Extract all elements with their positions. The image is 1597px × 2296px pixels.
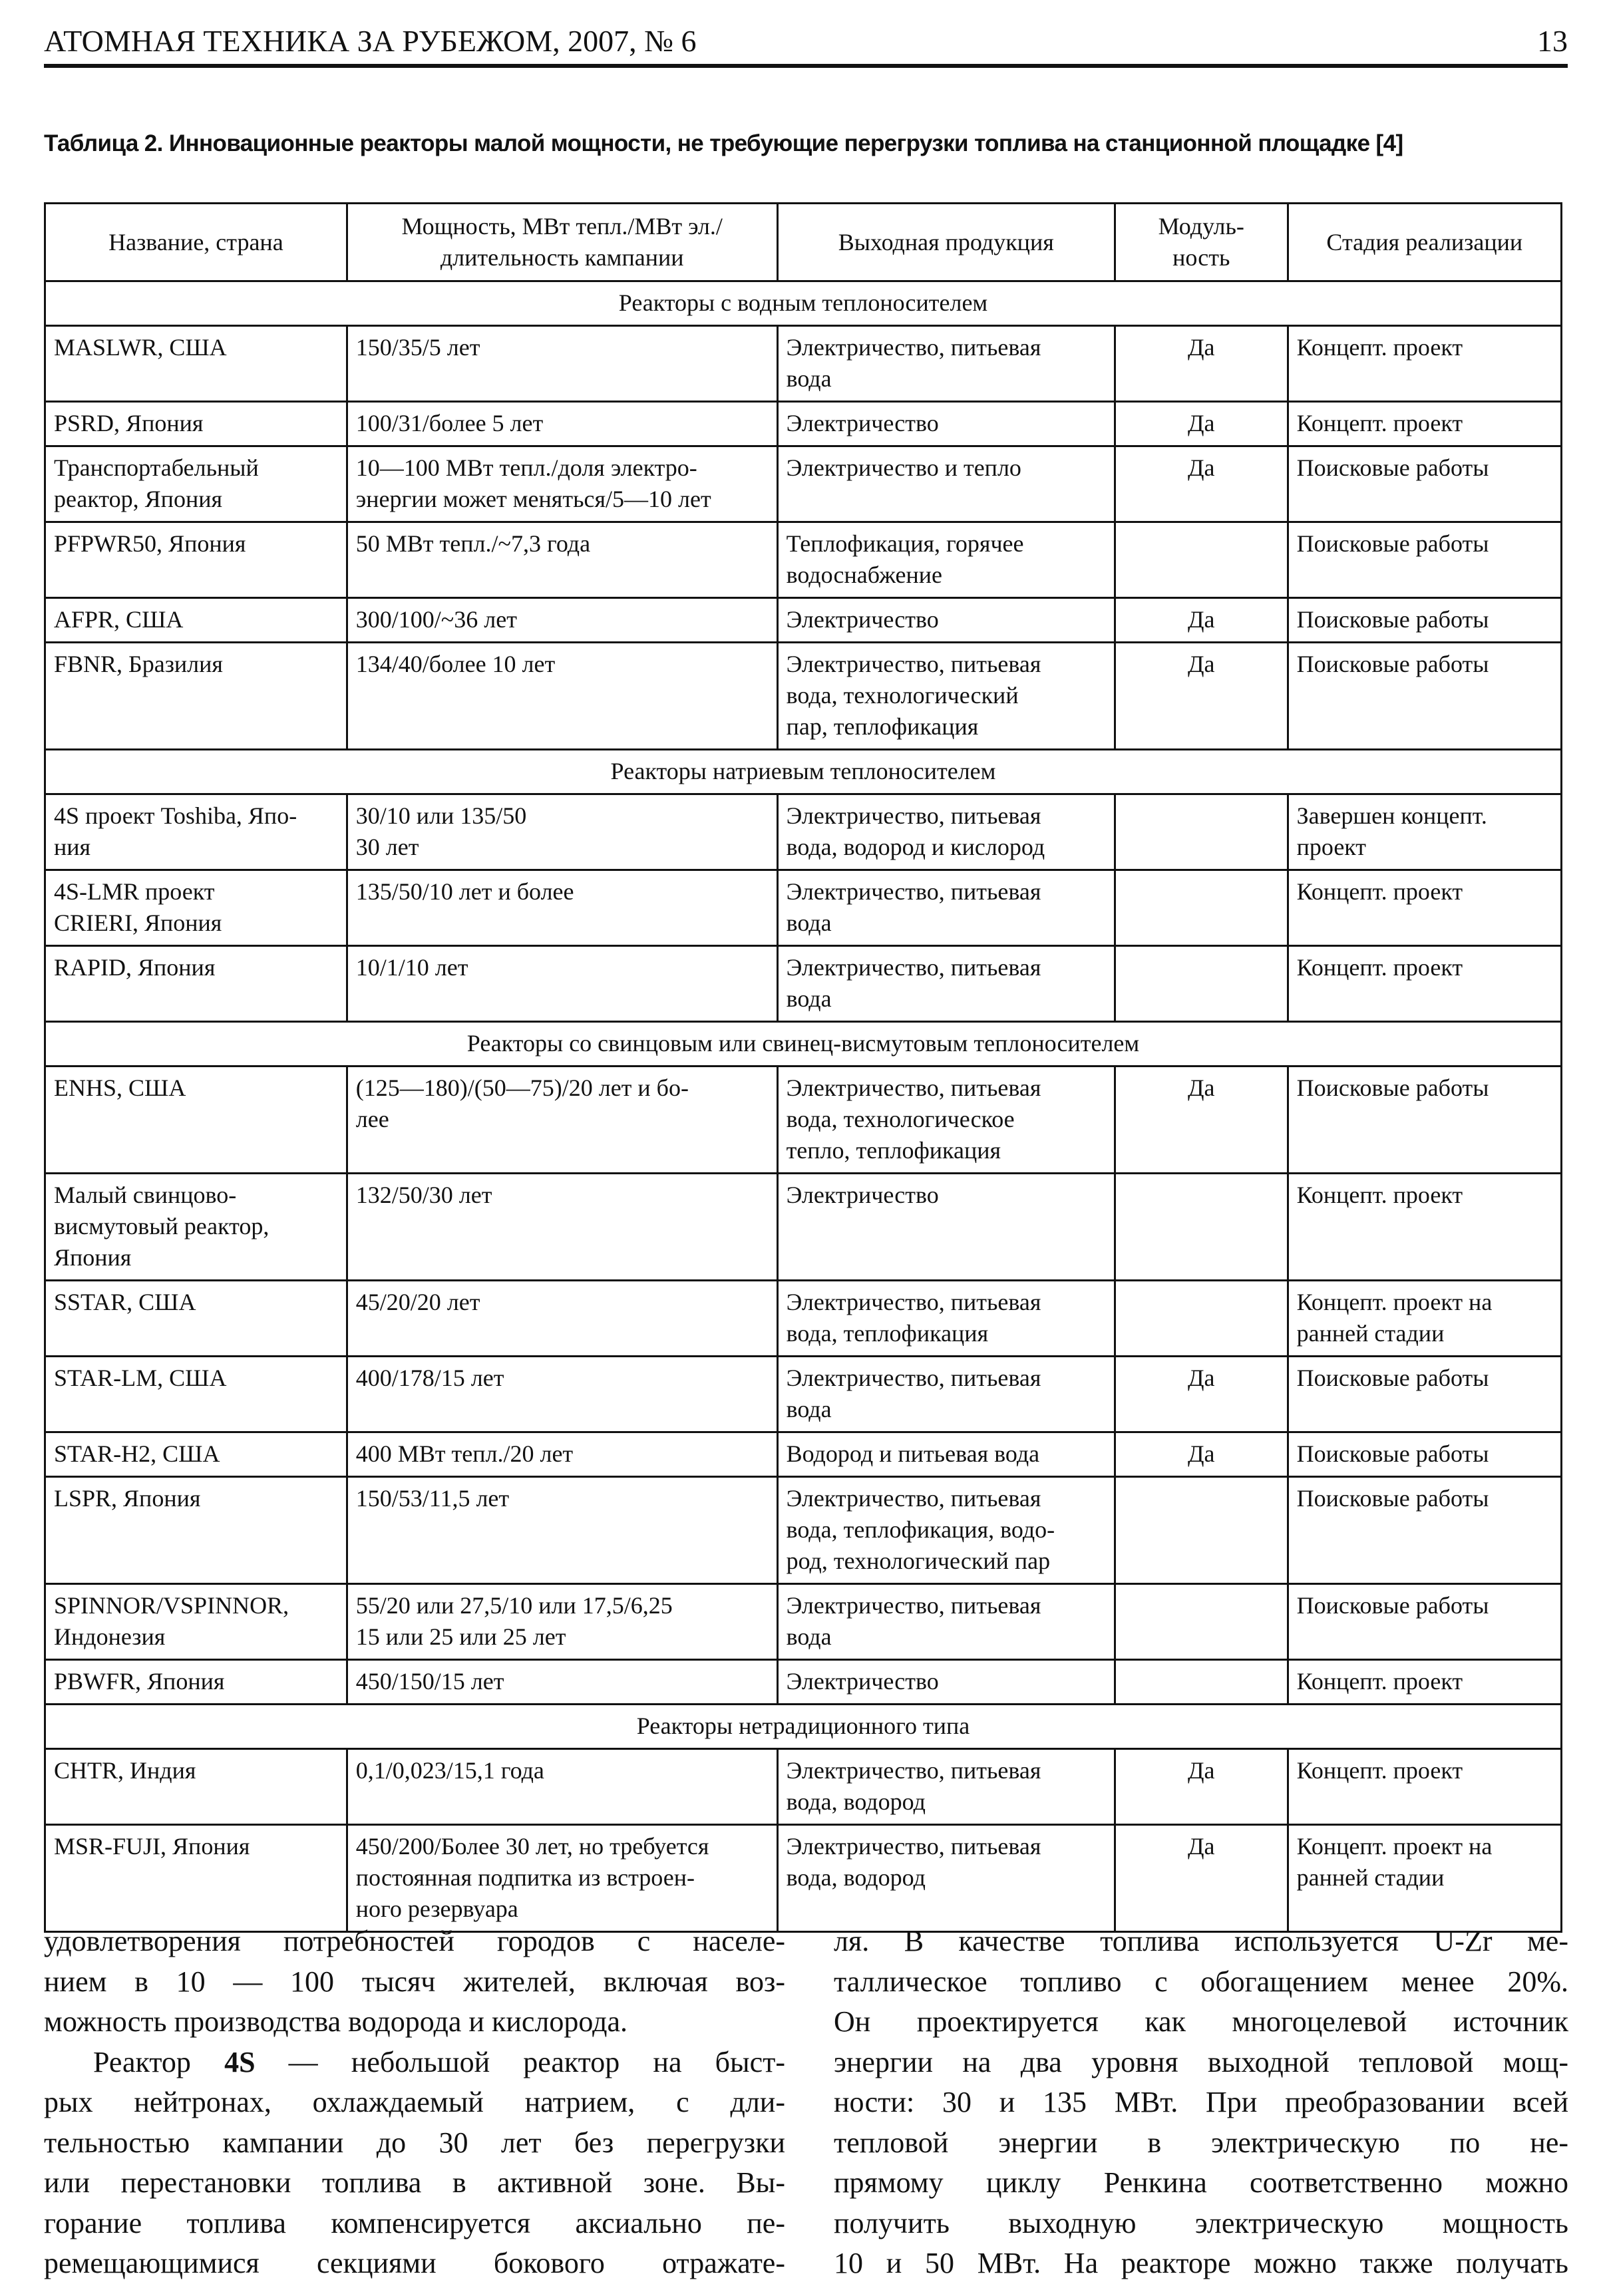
cell-power: 150/35/5 лет [347,326,777,402]
text-line: нием в 10 — 100 тысяч жителей, включая воз- [44,1965,785,1998]
cell-power: 300/100/~36 лет [347,598,777,643]
cell-power: 450/200/Более 30 лет, но требуется постоянная подпитка из встроен- ного резервуара [347,1825,777,1932]
cell-name: RAPID, Япония [45,946,347,1022]
cell-modularity [1115,870,1288,946]
cell-name: 4S-LMR проект CRIERI, Япония [45,870,347,946]
cell-stage: Поисковые работы [1288,598,1561,643]
table-row [45,1749,1562,1825]
cell-name: PFPWR50, Япония [45,522,347,598]
cell-modularity: Да [1115,643,1288,750]
cell-power: 10/1/10 лет [347,946,777,1022]
cell-modularity: Да [1115,1825,1288,1932]
table-row [45,794,1562,870]
cell-stage: Концепт. проект [1288,1660,1561,1705]
cell-power: 100/31/более 5 лет [347,402,777,446]
running-header [44,23,1568,60]
cell-output: Электричество [777,1660,1115,1705]
table-row [45,1357,1562,1432]
cell-power: 10—100 МВт тепл./доля электро- энергии может меняться/5—10 лет [347,446,777,522]
cell-power: 150/53/11,5 лет [347,1477,777,1584]
cell-name: MSR-FUJI, Япония [45,1825,347,1932]
cell-stage: Поисковые работы [1288,522,1561,598]
cell-name: PBWFR, Япония [45,1660,347,1705]
section-row [45,1705,1562,1749]
cell-output: Электричество, питьевая вода, технологическое тепло, теплофикация [777,1066,1115,1174]
table-row [45,1660,1562,1705]
cell-name: SPINNOR/VSPINNOR, Индонезия [45,1584,347,1660]
cell-power: 55/20 или 27,5/10 или 17,5/6,25 15 или 25 или 25 лет [347,1584,777,1660]
section-title: Реакторы натриевым теплоносителем [45,750,1562,794]
cell-modularity [1115,1174,1288,1281]
text-line: таллическое топливо с обогащением менее 20%. [834,1965,1568,1998]
table-row [45,1066,1562,1174]
body-column-right [834,1921,1568,2284]
cell-modularity: Да [1115,1749,1288,1825]
column-header-name: Название, страна [45,204,347,281]
cell-output: Электричество [777,402,1115,446]
cell-modularity: Да [1115,598,1288,643]
text-line: тельностью кампании до 30 лет без перегрузки [44,2126,785,2159]
text-line: или перестановки топлива в активной зоне. Вы- [44,2166,785,2199]
header-rule [44,64,1568,68]
cell-output: Электричество, питьевая вода, водород [777,1749,1115,1825]
cell-modularity [1115,1584,1288,1660]
table-row [45,1477,1562,1584]
cell-name: STAR-LM, США [45,1357,347,1432]
cell-modularity [1115,1660,1288,1705]
cell-name: SSTAR, США [45,1281,347,1357]
cell-name: CHTR, Индия [45,1749,347,1825]
reactors-table [44,202,1562,1933]
cell-power: (125—180)/(50—75)/20 лет и бо- лее [347,1066,777,1174]
text-line: прямому циклу Ренкина соответственно можно [834,2166,1568,2199]
text-line: можность производства водорода и кислорода. [44,2005,628,2038]
cell-modularity [1115,946,1288,1022]
cell-output: Электричество [777,598,1115,643]
cell-power: 30/10 или 135/50 30 лет [347,794,777,870]
cell-power: 135/50/10 лет и более [347,870,777,946]
text-line: получить выходную электрическую мощность [834,2206,1568,2239]
cell-modularity: Да [1115,1357,1288,1432]
table-row [45,946,1562,1022]
table-row [45,870,1562,946]
table-row [45,1584,1562,1660]
cell-stage: Поисковые работы [1288,1477,1561,1584]
cell-output: Электричество [777,1174,1115,1281]
section-title: Реакторы нетрадиционного типа [45,1705,1562,1749]
table-row [45,1432,1562,1477]
column-header-modularity: Модуль- ность [1115,204,1288,281]
cell-stage: Концепт. проект на ранней стадии [1288,1825,1561,1932]
table-row [45,446,1562,522]
section-row [45,750,1562,794]
text-line: ности: 30 и 135 МВт. При преобразовании всей [834,2086,1568,2118]
cell-stage: Поисковые работы [1288,1066,1561,1174]
table-row [45,643,1562,750]
cell-stage: Концепт. проект [1288,870,1561,946]
cell-name: Малый свинцово- висмутовый реактор, Япония [45,1174,347,1281]
cell-power: 132/50/30 лет [347,1174,777,1281]
cell-power: 50 МВт тепл./~7,3 года [347,522,777,598]
text-line: тепловой энергии в электрическую по не- [834,2126,1568,2159]
cell-stage: Концепт. проект [1288,1174,1561,1281]
cell-output: Электричество, питьевая вода, водород [777,1825,1115,1932]
text-line: Он проектируется как многоцелевой источник [834,2005,1568,2038]
cell-modularity: Да [1115,1066,1288,1174]
cell-stage: Концепт. проект [1288,946,1561,1022]
table-row [45,1174,1562,1281]
text-line: 10 и 50 МВт. На реакторе можно также получать [834,2247,1568,2279]
cell-output: Электричество, питьевая вода [777,1584,1115,1660]
cell-name: 4S проект Toshiba, Япо- ния [45,794,347,870]
body-column-left [44,1921,785,2284]
cell-power: 450/150/15 лет [347,1660,777,1705]
page-number: 13 [1537,24,1568,58]
cell-power: 45/20/20 лет [347,1281,777,1357]
cell-power: 134/40/более 10 лет [347,643,777,750]
cell-output: Водород и питьевая вода [777,1432,1115,1477]
cell-stage: Поисковые работы [1288,1584,1561,1660]
cell-modularity: Да [1115,446,1288,522]
table-row [45,402,1562,446]
table-row [45,598,1562,643]
text-line: энергии на два уровня выходной тепловой мощ- [834,2045,1568,2078]
cell-stage: Завершен концепт. проект [1288,794,1561,870]
table-row [45,522,1562,598]
cell-name: AFPR, США [45,598,347,643]
cell-output: Электричество, питьевая вода, теплофикация [777,1281,1115,1357]
table-row [45,1825,1562,1932]
table-caption: Таблица 2. Инновационные реакторы малой мощности, не требующие перегрузки топлива на станционной площадке [4] [44,130,1403,156]
cell-modularity: Да [1115,326,1288,402]
table-header-row [45,204,1562,281]
cell-modularity: Да [1115,402,1288,446]
cell-modularity [1115,794,1288,870]
section-title: Реакторы со свинцовым или свинец-висмутовым теплоносителем [45,1022,1562,1066]
cell-modularity [1115,1281,1288,1357]
bold-term: 4S [224,2045,256,2078]
cell-name: FBNR, Бразилия [45,643,347,750]
cell-name: Транспортабельный реактор, Япония [45,446,347,522]
cell-name: MASLWR, США [45,326,347,402]
cell-name: LSPR, Япония [45,1477,347,1584]
column-header-stage: Стадия реализации [1288,204,1561,281]
text-fragment: — небольшой реактор на быст- [255,2045,785,2078]
text-line: удовлетворения потребностей городов с населе- [44,1925,785,1957]
cell-output: Электричество, питьевая вода [777,326,1115,402]
table-row [45,1281,1562,1357]
section-row [45,1022,1562,1066]
cell-power: 400/178/15 лет [347,1357,777,1432]
cell-name: STAR-H2, США [45,1432,347,1477]
cell-output: Электричество, питьевая вода [777,946,1115,1022]
cell-output: Электричество, питьевая вода [777,870,1115,946]
cell-stage: Концепт. проект [1288,326,1561,402]
cell-output: Электричество, питьевая вода [777,1357,1115,1432]
cell-output: Электричество, питьевая вода, водород и кислород [777,794,1115,870]
cell-stage: Поисковые работы [1288,1432,1561,1477]
cell-stage: Концепт. проект на ранней стадии [1288,1281,1561,1357]
cell-output: Теплофикация, горячее водоснабжение [777,522,1115,598]
cell-stage: Концепт. проект [1288,402,1561,446]
cell-output: Электричество и тепло [777,446,1115,522]
section-title: Реакторы с водным теплоносителем [45,281,1562,326]
column-header-power: Мощность, МВт тепл./МВт эл./ длительность кампании [347,204,777,281]
cell-output: Электричество, питьевая вода, теплофикация, водо- род, технологический пар [777,1477,1115,1584]
cell-stage: Поисковые работы [1288,1357,1561,1432]
cell-modularity [1115,522,1288,598]
text-line: ля. В качестве топлива используется U-Zr ме- [834,1925,1568,1957]
cell-output: Электричество, питьевая вода, технологический пар, теплофикация [777,643,1115,750]
cell-stage: Поисковые работы [1288,643,1561,750]
cell-power: 400 МВт тепл./20 лет [347,1432,777,1477]
journal-title: АТОМНАЯ ТЕХНИКА ЗА РУБЕЖОМ, 2007, № 6 [44,24,697,58]
text-line: ремещающимися секциями бокового отражате- [44,2247,785,2279]
column-header-output: Выходная продукция [777,204,1115,281]
cell-stage: Концепт. проект [1288,1749,1561,1825]
table-row [45,326,1562,402]
cell-modularity: Да [1115,1432,1288,1477]
text-fragment: Реактор [93,2045,225,2078]
text-line: рых нейтронах, охлаждаемый натрием, с дли- [44,2086,785,2118]
cell-name: ENHS, США [45,1066,347,1174]
section-row [45,281,1562,326]
cell-power: 0,1/0,023/15,1 года [347,1749,777,1825]
cell-modularity [1115,1477,1288,1584]
text-line [44,2043,785,2083]
cell-name: PSRD, Япония [45,402,347,446]
text-line: горание топлива компенсируется аксиально пе- [44,2206,785,2239]
cell-stage: Поисковые работы [1288,446,1561,522]
